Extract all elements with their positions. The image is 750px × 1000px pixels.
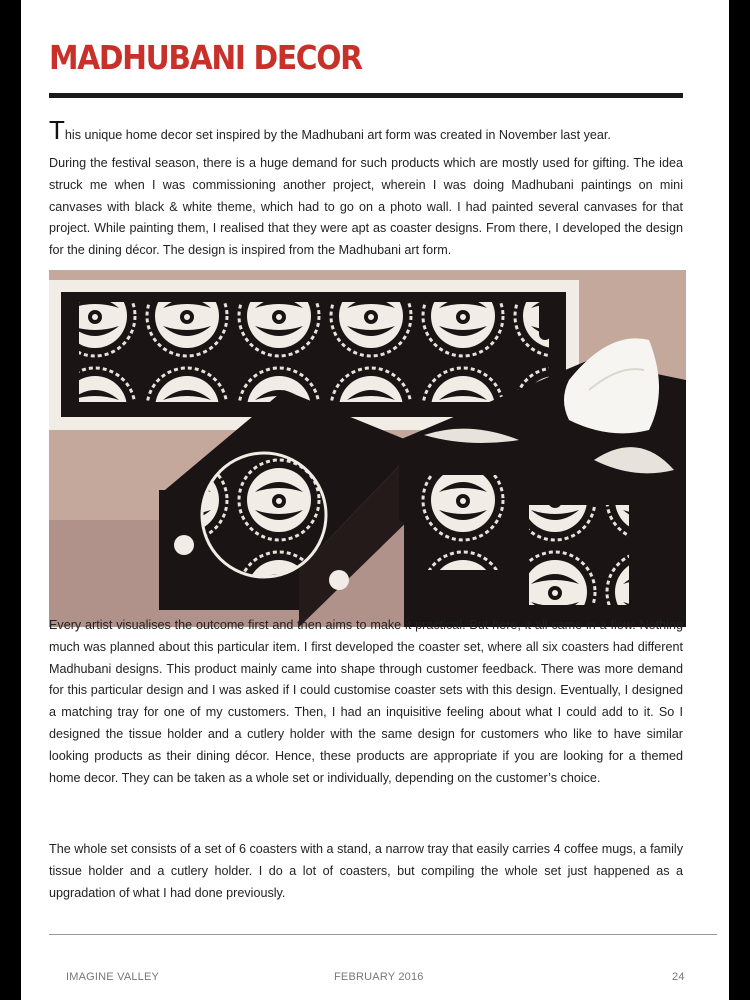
- footer-page-number: 24: [672, 971, 685, 983]
- product-photo: [49, 270, 686, 627]
- paragraph-3: Every artist visualises the outcome first and then aims to make it practical. But here, it all came in a flow. Nothing much was planned about this particular item. I first developed the coaster set, where all six coasters had different Madhubani designs. This product mainly came into shape through customer feedback. There was more demand for this particular design and I was asked if I could customise coaster sets with this design. Eventually, I designed a matching tray for one of my customers. Then, I had an inquisitive feeling about what I could add to it. So I designed the tissue holder and a cutlery holder with the same design for customers who like to have similar looking products as their dining décor. Hence, these products are appropriate if you are looking for a themed home decor. They can be taken as a whole set or individually, depending on the customer’s choice.: [49, 618, 683, 785]
- footer-issue-date: FEBRUARY 2016: [334, 971, 424, 983]
- footer-publication: IMAGINE VALLEY: [66, 971, 160, 983]
- paragraph-4: The whole set consists of a set of 6 coasters with a stand, a narrow tray that easily carries 4 coffee mugs, a family tissue holder and a cutlery holder. I do a lot of coasters, but compiling the whole set just happened as a upgradation of what I had done previously.: [49, 842, 683, 900]
- footer-rule: [49, 934, 717, 935]
- article-title: MADHUBANI DECOR: [49, 38, 362, 77]
- title-rule: [49, 93, 683, 98]
- paragraph-2: During the festival season, there is a huge demand for such products which are mostly used for gifting. The idea struck me when I was commissioning another project, wherein I was doing Madhubani paintings on mini canvases with black & white theme, which had to go on a photo wall. I had painted several canvases for that project. While painting them, I realised that they were apt as coaster designs. From there, I developed the design for the dining décor. The design is inspired from the Madhubani art form.: [49, 156, 683, 258]
- madhubani-decor-image: [49, 270, 686, 627]
- intro-paragraph: [49, 115, 683, 147]
- magazine-page: [21, 0, 729, 1000]
- intro-text: his unique home decor set inspired by the Madhubani art form was created in November last year.: [64, 128, 611, 142]
- drop-cap: T: [49, 115, 65, 145]
